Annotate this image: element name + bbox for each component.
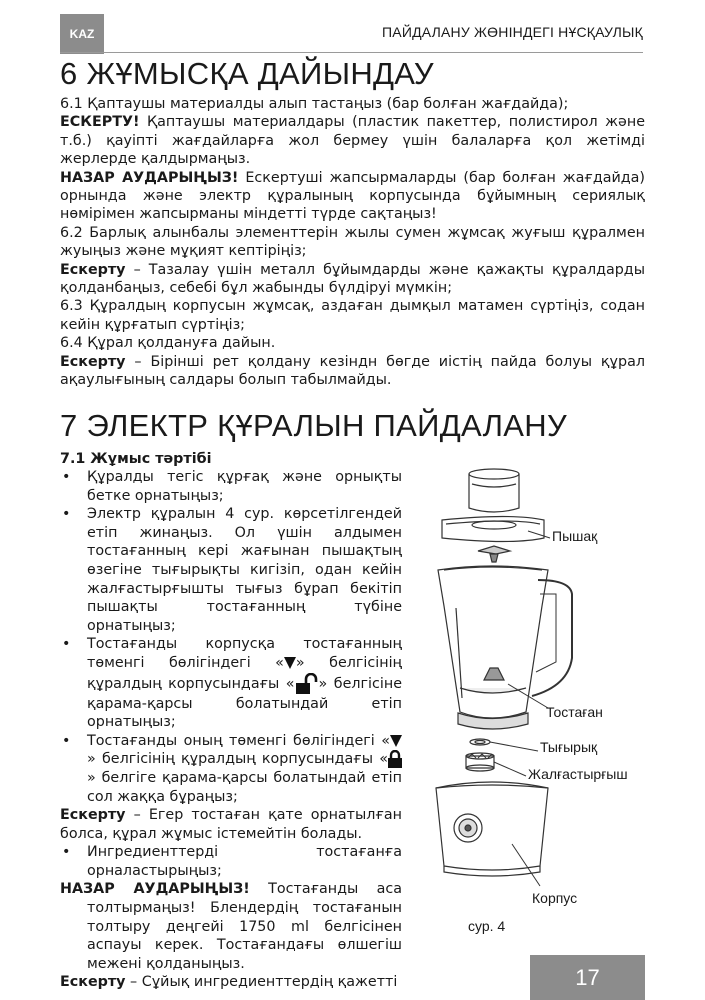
measuring-cup: [469, 469, 519, 512]
note-lead: Ескерту: [60, 353, 126, 370]
section-7-body: [60, 468, 402, 992]
label-body: Корпус: [532, 890, 578, 906]
note-cleaning: [60, 261, 645, 298]
section-6-body: [60, 95, 645, 390]
note-lead: Ескерту: [60, 261, 126, 278]
subsection-7-1-title: 7.1 Жұмыс тәртібі: [60, 451, 212, 467]
motor-base: [436, 782, 548, 876]
triangle-down-icon: [284, 656, 296, 670]
section-7-title: 7 ЭЛЕКТР ҚҰРАЛЫН ПАЙДАЛАНУ: [60, 408, 567, 443]
connector: [466, 753, 494, 771]
bullet-item: • Ингредиенттерді тостағанға орналастырыңыз;: [62, 844, 402, 879]
warning-lead: ЕСКЕРТУ!: [60, 114, 140, 131]
attention-lead: НАЗАР АУДАРЫҢЫЗ!: [60, 169, 239, 186]
label-knife: Пышақ: [552, 528, 598, 544]
running-header-title: ПАЙДАЛАНУ ЖӨНІНДЕГІ НҰСҚАУЛЫҚ: [382, 24, 643, 40]
warning-packaging: [60, 113, 645, 168]
paragraph-6-4: 6.4 Құрал қолдануға дайын.: [60, 335, 276, 352]
page-number-box: [530, 955, 645, 1000]
paragraph-6-3: 6.3 Құралдың корпусын жұмсақ, аздаған дымқыл матамен сүртіңіз, содан кейін құрғатып сүртіңіз;: [60, 298, 645, 333]
attention-labels: [60, 169, 645, 224]
note-liquid: Ескерту – Сұйық ингредиенттердің қажетті: [60, 974, 398, 991]
label-bowl: Тостаған: [546, 704, 603, 720]
section-6-title: 6 ЖҰМЫСҚА ДАЙЫНДАУ: [60, 56, 434, 91]
seal: [470, 739, 490, 745]
label-connector: Жалғастырғыш: [528, 766, 628, 782]
triangle-down-icon: [390, 734, 402, 748]
attention-text: Ескертуші жапсырмаларды (бар болған жағдайда) орнында және электр құралының корпусында бұйымның сериялық нөмірімен жапсырманы міндетті түрде сақтаңыз!: [60, 169, 645, 223]
header-divider: [60, 52, 643, 53]
language-code: KAZ: [69, 27, 95, 41]
paragraph-6-2: 6.2 Барлық алынбалы элементтерін жылы сумен жұмсақ жуғыш құралмен жуыңыз және мұқият кептіріңіз;: [60, 224, 645, 260]
locked-padlock-icon: [388, 750, 402, 768]
language-tab: [60, 14, 104, 54]
warning-text: Қаптаушы материалдары (пластик пакеттер, полистирол және т.б.) қауіпті жағдайларға жол бермеу үшін балаларға қол жетімді жерлерде қалдырмаңыз.: [60, 114, 645, 168]
paragraph-6-1: 6.1 Қаптаушы материалды алып тастаңыз (бар болған жағдайда);: [60, 96, 569, 112]
figure-caption: сур. 4: [468, 918, 506, 934]
label-seal: Тығырық: [540, 739, 598, 755]
note-wrong-install: Ескерту – Егер тостаған қате орнатылған болса, құрал жұмыс істемейтін болады.: [60, 807, 402, 842]
bullet-item: • Тостағанды корпусқа тостағанның төменгі бөлігіндегі « » белгісінің құралдың корпусындағы « » белгісіне қарама-қарсы болатындай етіп орнатыңыз;: [62, 636, 403, 731]
note-text: – Тазалау үшін металл бұйымдарды және қажақты құралдарды қолданбаңыз, себебі бұл жабынды бүлдіруі мүмкін;: [60, 261, 645, 297]
unlocked-padlock-icon: [295, 673, 319, 695]
attention-overfill: НАЗАР АУДАРЫҢЫЗ! Тостағанды аса толтырмаңыз! Блендердің тостағанын толтыру деңгейі 1750 ml белгісінен аспауы керек. Тостағандағы өлшегіш межені қолданыңыз.: [60, 881, 403, 972]
blender-assembly-figure: [422, 458, 652, 938]
bullet-item: • Электр құралын 4 сур. көрсетілгендей етіп жинаңыз. Ол үшін алдымен тостағанның кері жағынан пышақтың өзегіне тығырықты кигізіп, одан кейін жалғастырғышты тығыз бұрап бекітіп пышақты тостағанның түбіне орнатыңыз;: [62, 506, 402, 634]
lid: [442, 517, 544, 542]
note-first-use: [60, 353, 645, 390]
page-number: 17: [575, 964, 600, 990]
blender-exploded-view: [422, 458, 652, 938]
knife: [478, 546, 510, 562]
bullet-item: • Құралды тегіс құрғақ және орнықты бетке орнатыңыз;: [62, 469, 402, 504]
bullet-item: • Тостағанды оның төменгі бөлігіндегі «» белгісінің құралдың корпусындағы «» белгіге қарама-қарсы болатындай етіп сол жаққа бұраңыз;: [62, 732, 402, 805]
note-text: – Бірінші рет қолдану кезіндн бөгде иістің пайда болуы құрал ақаулығының салдары болып табылмайды.: [60, 353, 645, 389]
